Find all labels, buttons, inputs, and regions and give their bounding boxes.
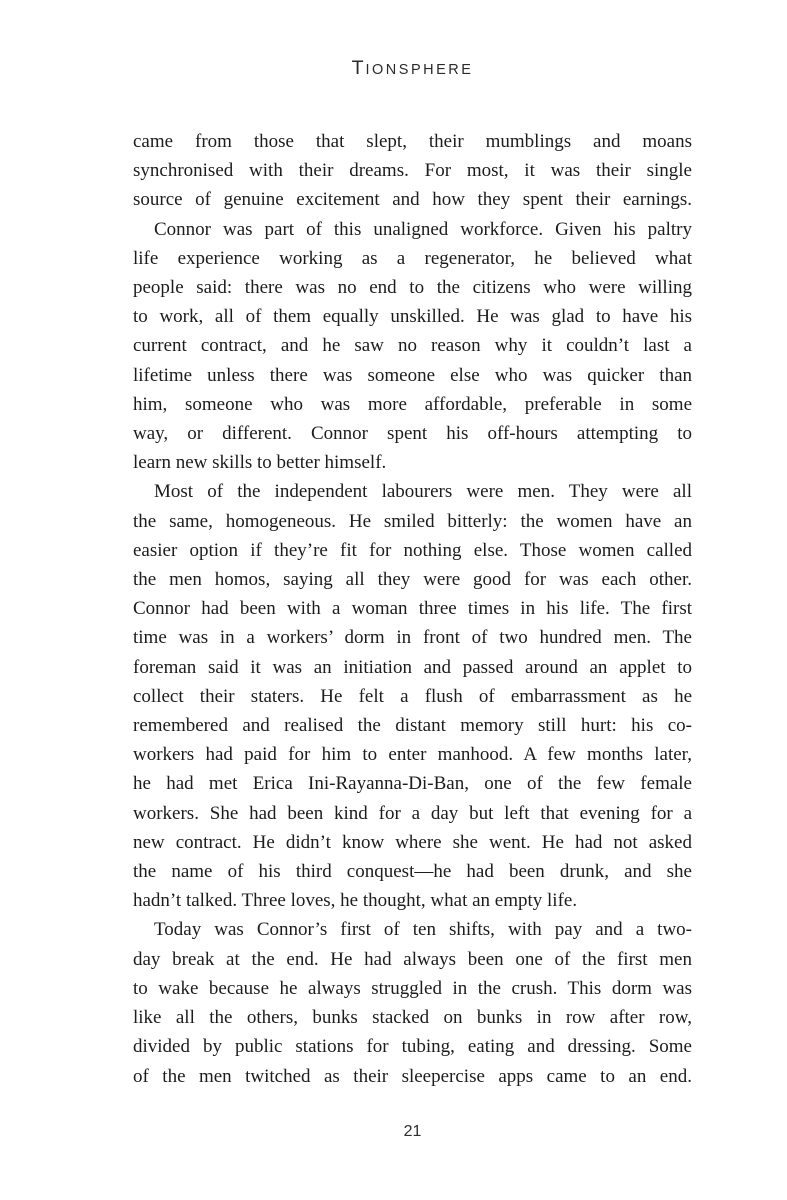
text-line: the name of his third conquest—he had been drunk, and she xyxy=(133,861,692,883)
text-line: hadn’t talked. Three loves, he thought, what an empty life. xyxy=(133,890,578,912)
text-line: workers. She had been kind for a day but left that evening for a xyxy=(133,802,692,824)
text-line: life experience working as a regenerator, he believed what xyxy=(133,247,692,269)
text-line: Connor was part of this unaligned workforce. Given his paltry xyxy=(154,218,692,240)
text-line: remembered and realised the distant memory still hurt: his co- xyxy=(133,715,692,737)
paragraph xyxy=(133,127,692,215)
text-line: like all the others, bunks stacked on bunks in row after row, xyxy=(133,1007,692,1029)
text-line: divided by public stations for tubing, eating and dressing. Some xyxy=(133,1036,692,1058)
paragraph xyxy=(133,477,692,915)
text-line: learn new skills to better himself. xyxy=(133,452,387,474)
text-line: Connor had been with a woman three times in his life. The first xyxy=(133,598,692,620)
text-line: time was in a workers’ dorm in front of two hundred men. The xyxy=(133,627,692,649)
running-header: TIONSPHERE xyxy=(351,57,474,79)
text-line: lifetime unless there was someone else who was quicker than xyxy=(133,364,692,386)
paragraph xyxy=(133,215,692,478)
text-line: new contract. He didn’t know where she went. He had not asked xyxy=(133,831,692,853)
text-line: Most of the independent labourers were men. They were all xyxy=(154,481,692,503)
text-line: day break at the end. He had always been one of the first men xyxy=(133,948,692,970)
page-number: 21 xyxy=(403,1123,422,1140)
text-line: to wake because he always struggled in the crush. This dorm was xyxy=(133,977,692,999)
text-line: to work, all of them equally unskilled. He was glad to have his xyxy=(133,306,692,328)
body-text xyxy=(133,127,692,1091)
text-line: foreman said it was an initiation and passed around an applet to xyxy=(133,656,692,678)
text-line: synchronised with their dreams. For most, it was their single xyxy=(133,160,692,182)
text-line: he had met Erica Ini-Rayanna-Di-Ban, one of the few female xyxy=(133,773,692,795)
text-line: the men homos, saying all they were good for was each other. xyxy=(133,569,692,591)
text-line: came from those that slept, their mumblings and moans xyxy=(133,131,692,152)
text-line: Today was Connor’s first of ten shifts, with pay and a two- xyxy=(154,919,692,941)
text-line: workers had paid for him to enter manhood. A few months later, xyxy=(133,744,692,766)
text-line: the same, homogeneous. He smiled bitterly: the women have an xyxy=(133,510,692,532)
paragraph xyxy=(133,915,692,1090)
text-line: him, someone who was more affordable, preferable in some xyxy=(133,393,692,415)
text-line: source of genuine excitement and how they spent their earnings. xyxy=(133,189,692,211)
text-line: people said: there was no end to the citizens who were willing xyxy=(133,277,692,299)
text-line: current contract, and he saw no reason why it couldn’t last a xyxy=(133,335,692,357)
text-line: of the men twitched as their sleepercise apps came to an end. xyxy=(133,1065,692,1087)
text-line: collect their staters. He felt a flush of embarrassment as he xyxy=(133,685,692,707)
text-line: way, or different. Connor spent his off-hours attempting to xyxy=(133,423,692,445)
text-line: easier option if they’re fit for nothing else. Those women called xyxy=(133,539,692,561)
